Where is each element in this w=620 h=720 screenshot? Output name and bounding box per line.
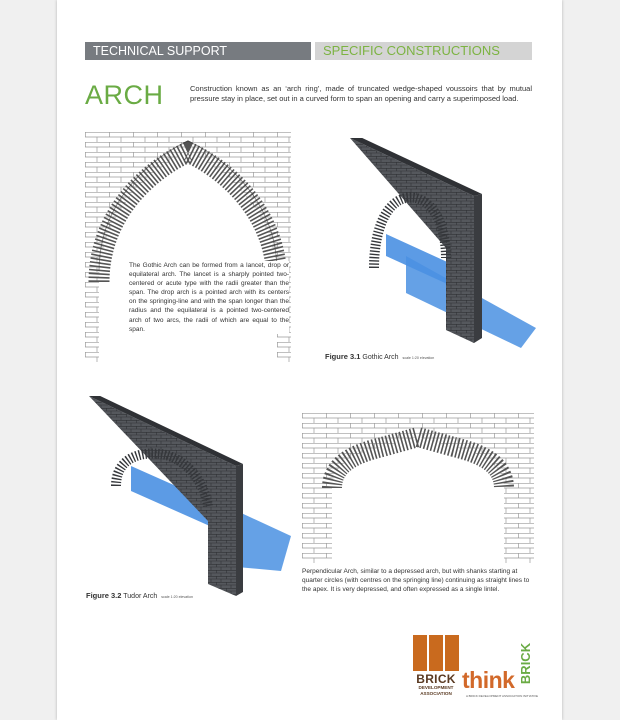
perpendicular-arch-elevation bbox=[302, 413, 534, 563]
intro-paragraph: Construction known as an ‘arch ring’, made of truncated wedge-shaped voussoirs that by mutual pressure stay in place, set out in a curved form to span an opening and carry a superimposed load. bbox=[190, 84, 532, 103]
bda-logo-line1: DEVELOPMENT bbox=[418, 685, 454, 690]
think-brick-logo-word: think bbox=[462, 667, 515, 693]
page-title: ARCH bbox=[85, 80, 164, 110]
bda-logo-line2: ASSOCIATION bbox=[420, 690, 452, 696]
section-header-specific-constructions: SPECIFIC CONSTRUCTIONS bbox=[315, 42, 532, 60]
figure-3-1-name: Gothic Arch bbox=[362, 354, 399, 361]
think-brick-logo-brick bbox=[518, 637, 534, 689]
gothic-arch-description: The Gothic Arch can be formed from a lancet, drop or equilateral arch. The lancet is a sharply pointed two-centered or acute type with the radii greater than the span. The drop arch is a pointed arch with its centers on the springing-line and with the span longer than the radius and the equilateral is a pointed two-centered arch of two arcs, the radii of which are equal to the span. bbox=[129, 262, 289, 333]
figure-3-2-label: Figure 3.2 bbox=[86, 591, 122, 600]
brick-development-association-logo bbox=[413, 635, 459, 696]
think-brick-vertical-text: BRICK bbox=[518, 642, 534, 684]
figure-3-2-caption bbox=[86, 591, 193, 600]
figure-3-1-caption bbox=[325, 352, 434, 361]
gothic-arch-3d-view bbox=[346, 138, 536, 353]
section-header-technical-support: TECHNICAL SUPPORT bbox=[85, 42, 311, 60]
bda-logo-word: BRICK bbox=[416, 672, 456, 686]
perpendicular-arch-description: Perpendicular Arch, similar to a depressed arch, but with shanks starting at quarter circles (with centres on the springing line) continuing as straight lines to the apex. It is very depressed, and often expressed as a single lintel. bbox=[302, 568, 530, 594]
bda-brick-bars bbox=[413, 635, 459, 671]
think-brick-tagline: A BRICK DEVELOPMENT ASSOCIATION INITIATIVE bbox=[466, 694, 539, 698]
figure-3-1-scale: scale 1:20 elevation bbox=[402, 356, 435, 360]
figure-3-1-label: Figure 3.1 bbox=[325, 352, 361, 361]
tudor-arch-3d-view bbox=[86, 396, 291, 596]
figure-3-2-scale: scale 1:20 elevation bbox=[161, 595, 193, 599]
figure-3-2-name: Tudor Arch bbox=[123, 593, 158, 600]
